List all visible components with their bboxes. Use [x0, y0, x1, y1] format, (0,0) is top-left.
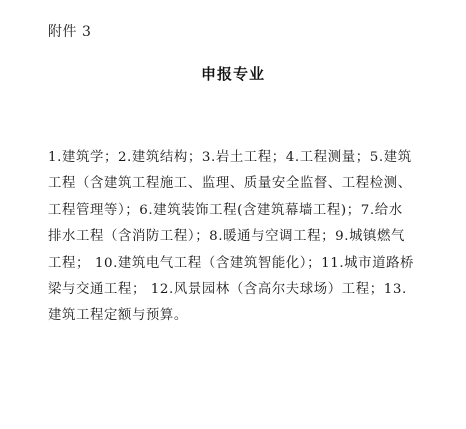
- paragraph-line: 工程； 10.建筑电气工程（含建筑智能化）；11.城市道路桥: [48, 255, 415, 271]
- paragraph-line: 1.建筑学；2.建筑结构；3.岩土工程；4.工程测量；5.建筑: [48, 150, 412, 165]
- paragraph-line: 建筑工程定额与预算。: [48, 308, 188, 324]
- document-title: 申报专业: [200, 65, 265, 83]
- attachment-label: 附件 3: [48, 24, 92, 40]
- specialty-list-paragraph: [48, 145, 415, 330]
- paragraph-line: 工程（含建筑工程施工、监理、质量安全监督、工程检测、: [48, 176, 412, 192]
- paragraph-line: 工程管理等）；6.建筑装饰工程(含建筑幕墙工程)；7.给水: [48, 202, 403, 218]
- paragraph-line: 排水工程（含消防工程）；8.暖通与空调工程；9.城镇燃气: [48, 229, 406, 245]
- paragraph-line: 梁与交通工程； 12.风景园林（含高尔夫球场）工程；13.: [48, 282, 407, 298]
